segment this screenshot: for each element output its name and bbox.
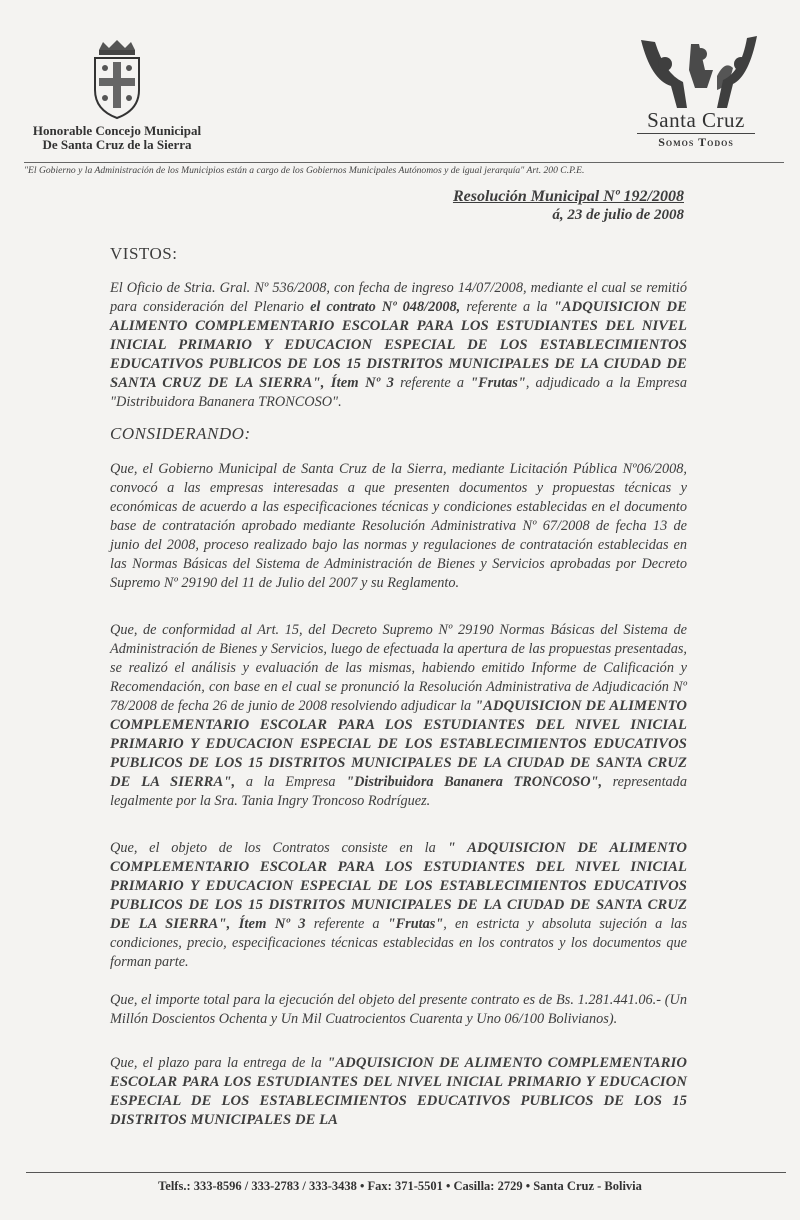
section-heading-considerando: CONSIDERANDO: [110, 424, 251, 443]
p4-text-e: , en estricta y absoluta sujeción a las condiciones, precio, especificaciones técnicas establecidas en los contratos y los documentos que forman parte. [110, 916, 688, 970]
resolution-title: Resolución Municipal Nº 192/2008 [452, 188, 684, 205]
paragraph-adjudicacion [110, 621, 687, 811]
p4-contract-title: " ADQUISICION DE ALIMENTO COMPLEMENTARIO ESCOLAR PARA LOS ESTUDIANTES DEL NIVEL INICIAL PRIMARIO Y EDUCACION ESPECIAL DE LOS ESTABLECIMIENTOS EDUCATIVOS PUBLICOS DE LOS 15 DISTRITOS MUNICIPALES DE LA CIUDAD DE SANTA CRUZ DE LA SIERRA", Ítem Nº 3 [110, 840, 687, 932]
council-name-line1: Honorable Concejo Municipal [32, 123, 202, 138]
p4-text-c: referente a [305, 916, 388, 932]
p1-text-a: El Oficio de Stria. Gral. Nº 536/2008, con fecha de ingreso 14/07/2008, mediante el cual se remitió para consideración del Plenario [110, 280, 687, 315]
paragraph-vistos [110, 279, 687, 412]
footer-divider [26, 1172, 786, 1173]
paragraph-importe: Que, el importe total para la ejecución del objeto del presente contrato es de Bs. 1.281.441.06.- (Un Millón Doscientos Ochenta y Un Mil Cuatrocientos Cuarenta y Uno 06/100 Bolivianos). [110, 992, 687, 1027]
resolution-block [453, 188, 684, 224]
footer-contact: Telfs.: 333-8596 / 333-2783 / 333-3438 • Fax: 371-5501 • Casilla: 2729 • Santa Cruz - Bolivia [158, 1179, 642, 1193]
p3-text-e: representada legalmente por la Sra. Tania Ingry Troncoso Rodríguez. [110, 774, 687, 809]
p3-text-c: a la Empresa [235, 774, 347, 790]
council-logo [22, 38, 212, 152]
p1-text-g: , adjudicado a la Empresa "Distribuidora Bananera TRONCOSO". [110, 375, 687, 410]
section-heading-vistos: VISTOS: [110, 244, 178, 263]
paragraph-licitacion: Que, el Gobierno Municipal de Santa Cruz de la Sierra, mediante Licitación Pública Nº06/2008, convocó a las empresas interesadas a que presenten documentos y propuestas técnicas y económicas de acuerdo a las especificaciones técnicas y condiciones establecidas en el documento base de contratación aprobado mediante Resolución Administrativa Nº 67/2008 de fecha 13 de junio del 2008, proceso realizado bajo las normas y regulaciones de contratación establecidas en las Normas Básicas del Sistema de Administración de Bienes y Servicios aprobadas por Decreto Supremo Nº 29190 del 11 de Julio del 2007 y su Reglamento. [110, 461, 687, 591]
santa-cruz-logo [616, 30, 776, 150]
coat-of-arms-icon [85, 38, 149, 122]
p1-frutas: "Frutas" [470, 375, 526, 391]
p4-text-a: Que, el objeto de los Contratos consiste en la [110, 840, 448, 856]
p1-text-e: referente a [393, 375, 471, 391]
constitution-quote: "El Gobierno y la Administración de los Municipios están a cargo de los Gobiernos Municipales Autónomos y de igual jerarquía" Art. 200 C.P.E. [24, 162, 784, 176]
p4-frutas: "Frutas" [387, 916, 444, 932]
paragraph-plazo [110, 1054, 687, 1130]
p3-text-a: Que, de conformidad al Art. 15, del Decreto Supremo Nº 29190 Normas Básicas del Sistema de Administración de Bienes y Servicios, luego de efectuada la apertura de las propuestas presentadas, se realizó el análisis y evaluación de las mismas, habiendo emitido Informe de Calificación y Recomendación, con base en el cual se pronunció la Resolución Administrativa de Adjudicación Nº 78/2008 de fecha 26 de junio de 2008 resolviendo adjudicar la [110, 622, 687, 714]
p6-contract-title: "ADQUISICION DE ALIMENTO COMPLEMENTARIO ESCOLAR PARA LOS ESTUDIANTES DEL NIVEL INICIAL PRIMARIO Y EDUCACION ESPECIAL DE LOS ESTABLECIMIENTOS EDUCATIVOS PUBLICOS DE LOS 15 DISTRITOS MUNICIPALES DE LA [110, 1055, 687, 1128]
paragraph-objeto [110, 839, 687, 972]
council-name-line2: De Santa Cruz de la Sierra [42, 137, 192, 152]
people-cheering-icon [621, 30, 771, 112]
brand-name: Santa Cruz [647, 108, 745, 132]
p6-text-a: Que, el plazo para la entrega de la [110, 1055, 328, 1071]
p1-contract-title: "ADQUISICION DE ALIMENTO COMPLEMENTARIO ESCOLAR PARA LOS ESTUDIANTES DEL NIVEL INICIAL PRIMARIO Y EDUCACION ESPECIAL DE LOS ESTABLECIMIENTOS EDUCATIVOS PUBLICOS DE LOS 15 DISTRITOS MUNICIPALES DE LA CIUDAD DE SANTA CRUZ DE LA SIERRA", Ítem Nº 3 [110, 299, 687, 391]
p1-contract-number: el contrato Nº 048/2008, [310, 299, 461, 315]
p3-contract-title: "ADQUISICION DE ALIMENTO COMPLEMENTARIO ESCOLAR PARA LOS ESTUDIANTES DEL NIVEL INICIAL PRIMARIO Y EDUCACION ESPECIAL DE LOS ESTABLECIMIENTOS EDUCATIVOS PUBLICOS DE LOS 15 DISTRITOS MUNICIPALES DE LA CIUDAD DE SANTA CRUZ DE LA SIERRA", [110, 698, 687, 790]
brand-slogan: Somos Todos [637, 133, 755, 150]
p3-company: "Distribuidora Bananera TRONCOSO", [346, 774, 603, 790]
resolution-date: á, 23 de julio de 2008 [552, 207, 684, 223]
p1-text-c: referente a la [460, 299, 554, 315]
